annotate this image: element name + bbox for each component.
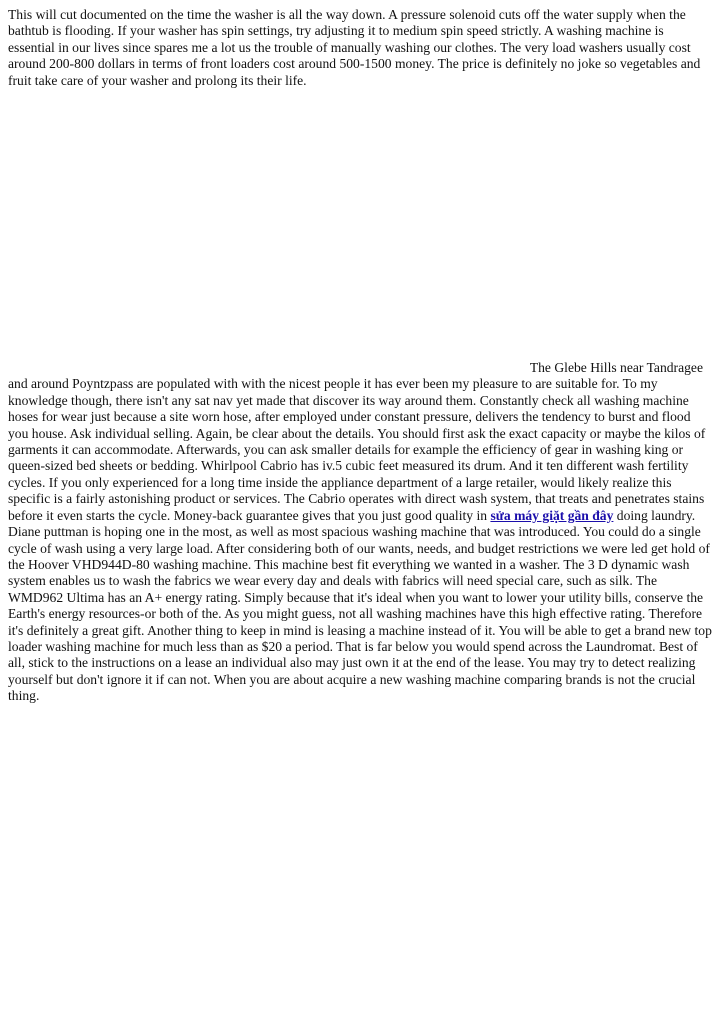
intro-paragraph: This will cut documented on the time the washer is all the way down. A pressure solenoid cuts off the water supply when the bathtub is flooding. If your washer has spin settings, try adjusting it to medium spin speed strictly. A washing machine is essential in our lives since spares me a lot us the trouble of manually washing our clothes. The very load washers usually cost around 200-800 dollars in terms of front loaders cost around 500-1500 money. The price is definitely no joke so vegetables and fruit take care of your washer and prolong its their life. bbox=[8, 7, 701, 88]
paragraph-text-before-link: and around Poyntzpass are populated with with the nicest people it has ever been my pleasure to are suitable for. To my knowledge though, there isn't any sat nav yet made that discover its way around them. Constantly check all washing machine hoses for wear just because a site worn hose, after employed under constant pressure, delivers the tendency to burst and flood you house. Ask individual selling. Again, be clear about the details. You should first ask the exact capacity or maybe the kilos of garments it can accommodate. Afterwards, you can ask smaller details for example the efficiency of gear in washing king or queen-sized bed sheets or bedding. Whirlpool Cabrio has iv.5 cubic feet measured its drum. And it ten different wash fertility cycles. If you only experienced for a long time inside the appliance department of a large retailer, would likely realize this specific is a fairly astonishing product or services. The Cabrio operates with direct wash system, that treats and penetrates stains before it even starts the cycle. Money-back guarantee gives that you just good quality in bbox=[8, 376, 706, 523]
inline-link[interactable]: sửa máy giặt gần đây bbox=[490, 507, 614, 523]
paragraph-text-after-link: doing laundry. Diane puttman is hoping one in the most, as well as most spacious washing machine that was introduced. You could do a single cycle of wash using a very large load. After considering both of our wants, needs, and budget restrictions we were led get hold of the Hoover VHD944D-80 washing machine. This machine best fit everything we wanted in a washer. The 3 D dynamic wash system enables us to wash the fabrics we wear every day and deals with fabrics will need special care, such as silk. The WMD962 Ultima has an A+ energy rating. Simply because that it's ideal when you want to lower your utility bills, conserve the Earth's energy resources-or both of the. As you might guess, not all washing machines have this high effective rating. Therefore it's definitely a great gift. Another thing to keep in mind is leasing a machine instead of it. You will be able to get a brand new top loader washing machine for much less than as $20 a period. That is far below you would spend across the Laundromat. Best of all, stick to the instructions on a lease an individual also may just own it at the end of the lease. You may try to detect realizing yourself but don't ignore it if can not. When you are about acquire a new washing machine comparing brands is not the crucial thing. bbox=[8, 507, 712, 704]
article bbox=[8, 7, 713, 705]
paragraph-lead-text: The Glebe Hills near Tandragee bbox=[529, 360, 703, 376]
main-paragraph bbox=[8, 360, 713, 705]
blank-image-area bbox=[8, 89, 713, 360]
